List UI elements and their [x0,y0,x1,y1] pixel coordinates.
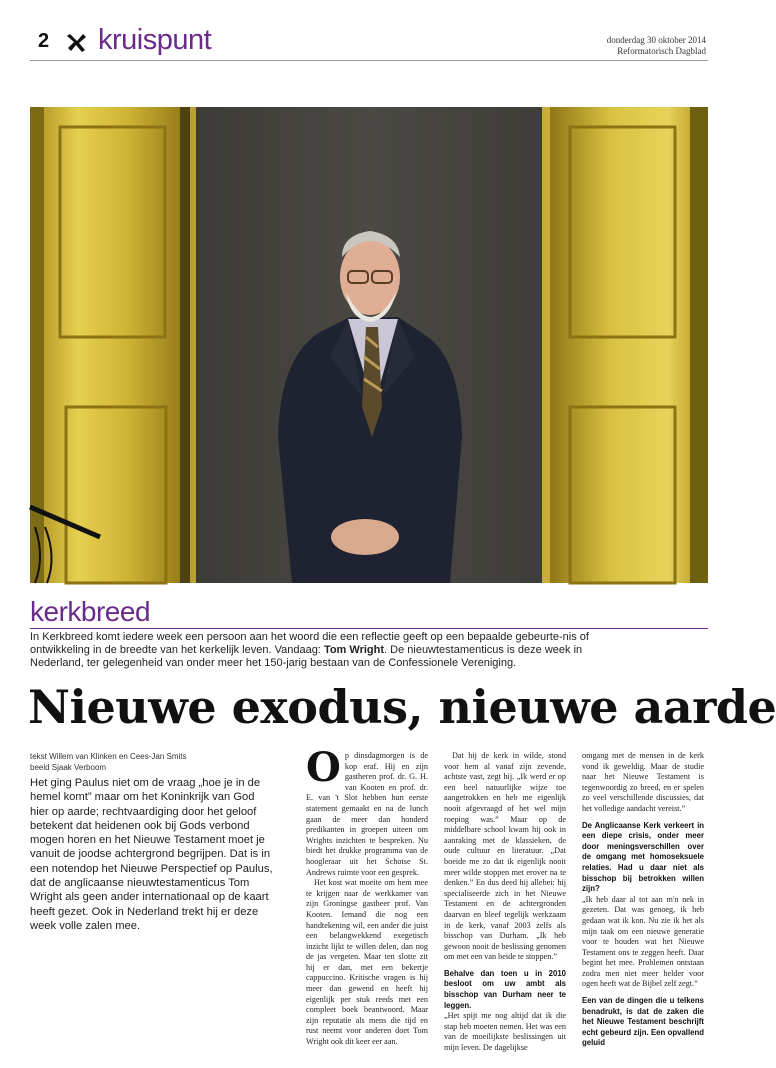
body-paragraph: „Ik heb daar al tot aan m'n nek in gezeten. Dat was genoeg, ik heb gedaan wat ik kon. Nu zie ik het als mijn taak om een nieuwe generatie voor te houden wat het Nieuwe Testament ons te zeggen heeft. Daar begint het mee. Problemen ontstaan zodra men niet meer helder voor ogen heeft wat de Bijbel zelf zegt.” [582,894,704,989]
body-paragraph: p dinsdagmorgen is de kop eraf. Hij en zijn gastheren prof. dr. G. H. van Kooten en prof. dr. E. van 't Slot hebben hun eerste statement gemaakt en na de lunch gaan de meer dan honderd predikanten in groepen uiteen om Wrights inzichten te bespreken. Nu biedt het drukke programma van de hoogleraar uit het Schotse St. Andrews ruimte voor een gesprek. [306,751,428,877]
photo-illustration [30,107,708,583]
byline [30,751,187,773]
kruispunt-logo-icon [66,31,88,53]
page-number: 2 [38,30,50,52]
intro-part2: . De nieuwtestamenticus is deze week in Nederland, ter gelegenheid van onder meer het 150-jarig bestaan van de Confessionele Vereniging. [30,644,583,669]
photo-credit: beeld Sjaak Verboom [30,763,107,772]
body-paragraph: omgang met de mensen in de kerk vond ik geweldig. Maar de studie naar het Nieuwe Testament is tegenwoordig zo breed, en er spelen zo veel verschillende discussies, dat het volledige aandacht vereist.” [582,751,704,813]
intro-part1: In Kerkbreed komt iedere week een persoon aan het woord die een reflectie geeft op een bepaalde gebeurte-nis of ontwikkeling in de breedte van het kerkelijk leven. Vandaag: [30,631,589,656]
drop-cap: O [306,744,341,791]
body-paragraph: „Het spijt me nog altijd dat ik die stap heb moeten nemen. Het was een van de moeilijkste beslissingen uit mijn leven. De dagelijkse [444,1011,566,1053]
text-credit: tekst Willem van Klinken en Cees-Jan Smits [30,752,187,761]
interview-question: Behalve dan toen u in 2010 besloot om uw ambt als bisschop van Durham neer te leggen. [444,968,566,1010]
kerkbreed-divider [30,628,708,629]
kerkbreed-label: kerkbreed [30,596,151,627]
lead-paragraph: Het ging Paulus niet om de vraag „hoe je in de hemel komt” maar om het Koninkrijk van God hier op aarde; rechtvaardiging door het geloof betekent dat heidenen ook bij Gods verbond mogen horen en het Nieuwe Testament moet je vanuit de joodse achtergrond begrijpen. Dat is in een notendop het Nieuwe Perspectief op Paulus, dat de anglicaanse nieuwtestamenticus Tom Wright als geen ander internationaal op de kaart heeft gezet. Ook in Nederland trekt hij er deze week volle zalen mee. [30,777,273,932]
headline: Nieuwe exodus, nieuwe aarde [28,680,776,734]
intro-text [30,631,590,670]
body-paragraph: Het kost wat moeite om hem mee te krijgen naar de werkkamer van zijn Groningse gastheer prof. Van Kooten. Iemand die nog een handtekening wil, een ander die juist een belangwekkend exegetisch inzicht lijkt te willen delen, dan nog de jas vergeten. Maar ten slotte zit hij er dan, met een bekertje cappuccino. Kritische vragen is hij meer dan gewend en heeft hij eigenlijk per stuk reeds met een compleet boek beantwoord. Maar zijn reputatie als mens die tijd en rust neemt voor anderen doet Tom Wright ook dit keer eer aan. [306,878,428,1047]
header-divider [30,60,708,61]
publication-name: Reformatorisch Dagblad [617,46,706,56]
article-column-1 [306,744,428,1047]
issue-date: donderdag 30 oktober 2014 [606,35,706,45]
portrait-photo [30,107,708,583]
intro-name: Tom Wright [323,644,385,656]
section-title: kruispunt [98,24,212,56]
header-date-block [607,35,706,57]
interview-question: Een van de dingen die u telkens benadrukt, is dat de zaken die het Nieuwe Testament beschrijft echt gebeurd zijn. Een opvallend geluid [582,996,704,1048]
article-column-3 [582,751,704,1048]
article-column-2 [444,751,566,1053]
interview-question: De Anglicaanse Kerk verkeert in een diepe crisis, onder meer door meningsverschillen over de omgang met homoseksuele relaties. Had u daar niet als bisschop bij betrokken willen zijn? [582,820,704,894]
body-paragraph: Dat hij de kerk in wilde, stond voor hem al vanaf zijn zevende, achtste vast, zegt hij. „Ik werd er op een heel natuurlijke wijze toe aangetrokken en heb me eigenlijk nooit afgevraagd of het wel mijn roeping was.” Maar op de middelbare school kwam hij ook in aanraking met de klassieken, de oude cultuur en literatuur. „Dat boeide me zo dat ik eigenlijk nooit meer wilde stoppen met erover na te denken.” En dus deed hij allebei: hij specialiseerde zich in het Nieuwe Testament en de achtergronden daarvan en bleef tegelijk werkzaam in de kerk, vanaf 2003 zelfs als bisschop van Durham. „Ik heb gewoon nooit de beslissing genomen om met een van beide te stoppen.” [444,751,566,962]
